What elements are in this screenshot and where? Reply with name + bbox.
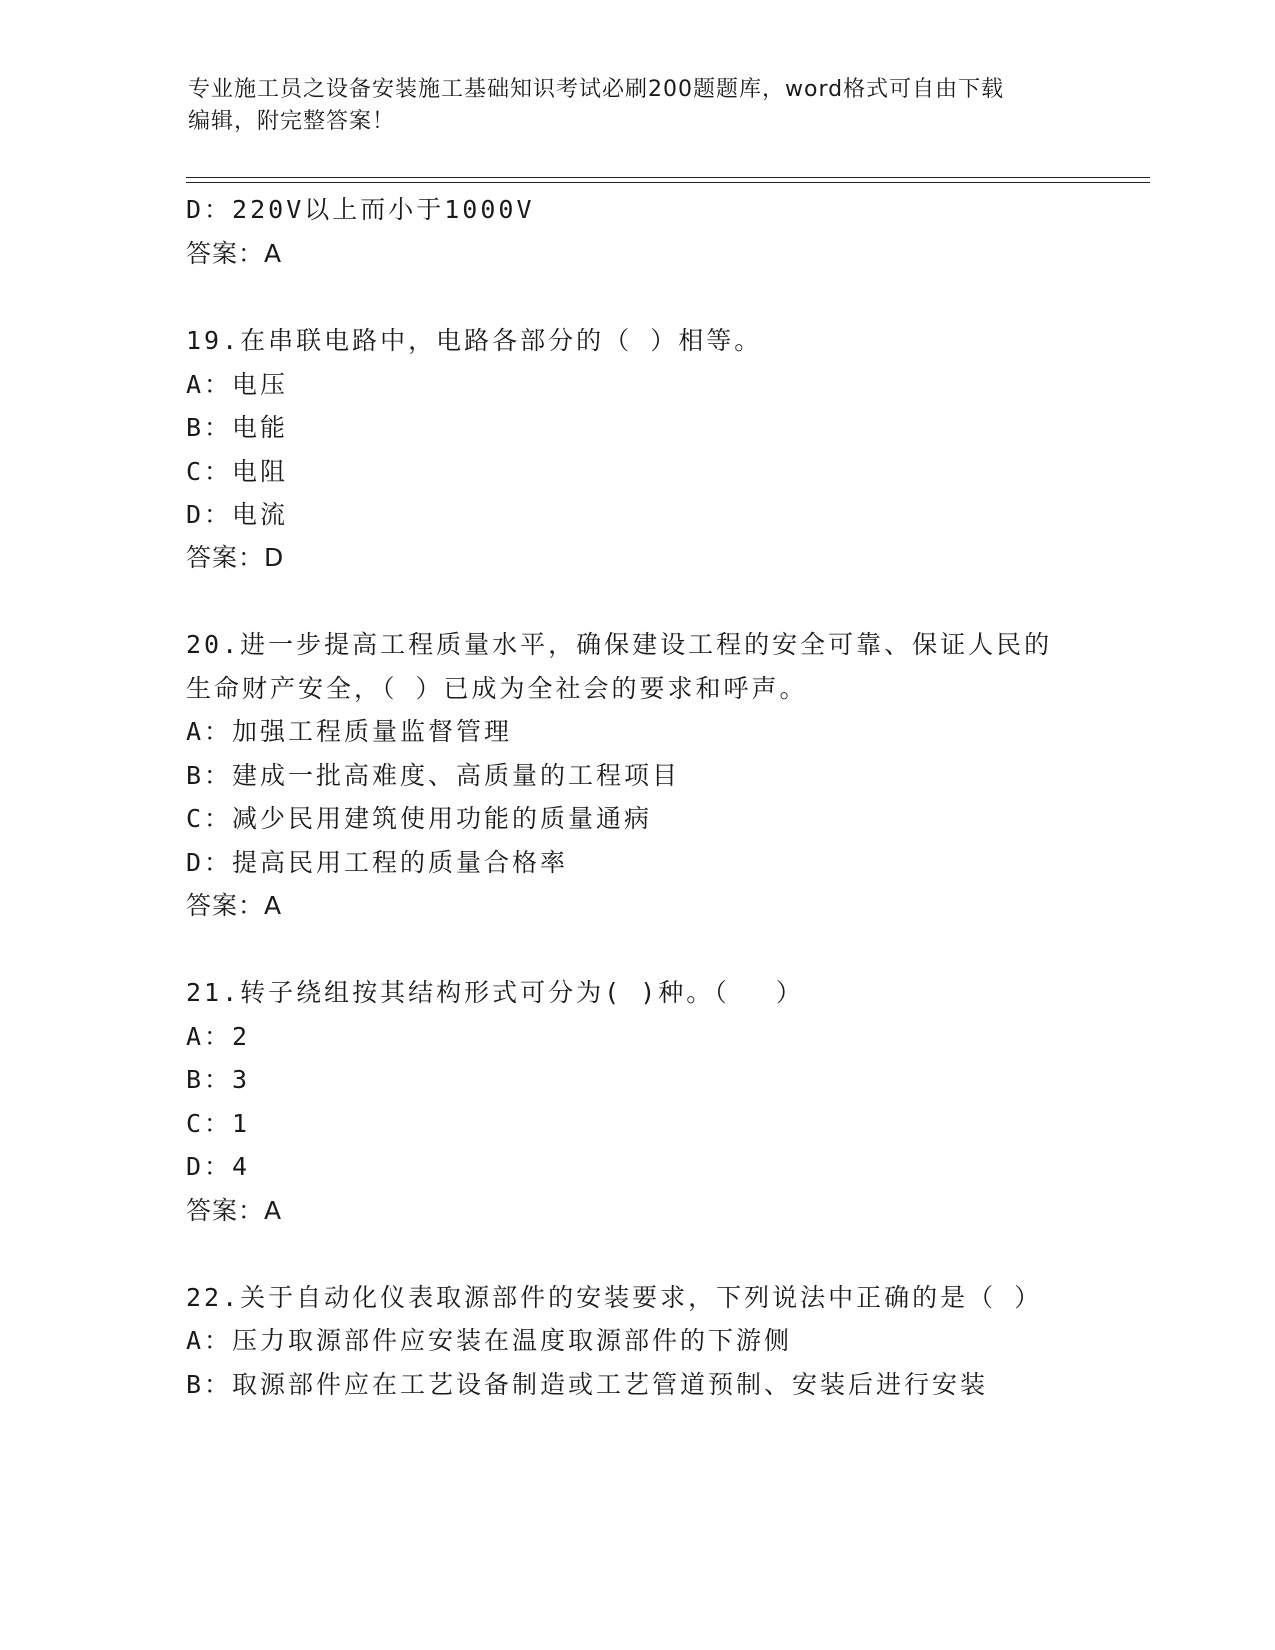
header-title-line-2: 编辑，附完整答案！	[188, 109, 396, 134]
q20-answer: 答案：A	[186, 891, 283, 920]
q19-option-a: A：电压	[186, 370, 289, 399]
q21-option-c: C：1	[186, 1109, 251, 1138]
q20-stem-line-2: 生命财产安全，（ ）已成为全社会的要求和呼声。	[186, 674, 808, 703]
header-divider-top	[186, 177, 1150, 178]
q22-option-b: B：取源部件应在工艺设备制造或工艺管道预制、安装后进行安装	[186, 1370, 989, 1399]
q21-stem: 21.转子绕组按其结构形式可分为( )种。（ ）	[186, 978, 804, 1007]
q19-stem: 19.在串联电路中，电路各部分的（ ）相等。	[186, 326, 763, 355]
q19-answer: 答案：D	[186, 543, 285, 572]
q21-answer: 答案：A	[186, 1196, 283, 1225]
header-divider-bottom	[186, 182, 1150, 183]
q22-option-a: A：压力取源部件应安装在温度取源部件的下游侧	[186, 1326, 793, 1355]
q20-option-c: C：减少民用建筑使用功能的质量通病	[186, 804, 653, 833]
q20-option-d: D：提高民用工程的质量合格率	[186, 848, 569, 877]
document-header	[188, 74, 1068, 138]
prev-answer: 答案：A	[186, 239, 283, 268]
q19-option-c: C：电阻	[186, 457, 289, 486]
q21-option-d: D：4	[186, 1152, 251, 1181]
q22-stem: 22.关于自动化仪表取源部件的安装要求，下列说法中正确的是（ ）	[186, 1283, 1043, 1312]
q21-option-b: B：3	[186, 1065, 251, 1094]
header-title-line-1: 专业施工员之设备安装施工基础知识考试必刷200题题库，word格式可自由下载	[188, 77, 1005, 102]
q20-stem-line-1: 20.进一步提高工程质量水平，确保建设工程的安全可靠、保证人民的	[186, 630, 1053, 659]
q21-option-a: A：2	[186, 1022, 251, 1051]
prev-option-d: D：220V以上而小于1000V	[186, 195, 535, 224]
q19-option-b: B：电能	[186, 413, 289, 442]
q20-option-a: A：加强工程质量监督管理	[186, 717, 513, 746]
q19-option-d: D：电流	[186, 500, 289, 529]
q20-option-b: B：建成一批高难度、高质量的工程项目	[186, 761, 681, 790]
